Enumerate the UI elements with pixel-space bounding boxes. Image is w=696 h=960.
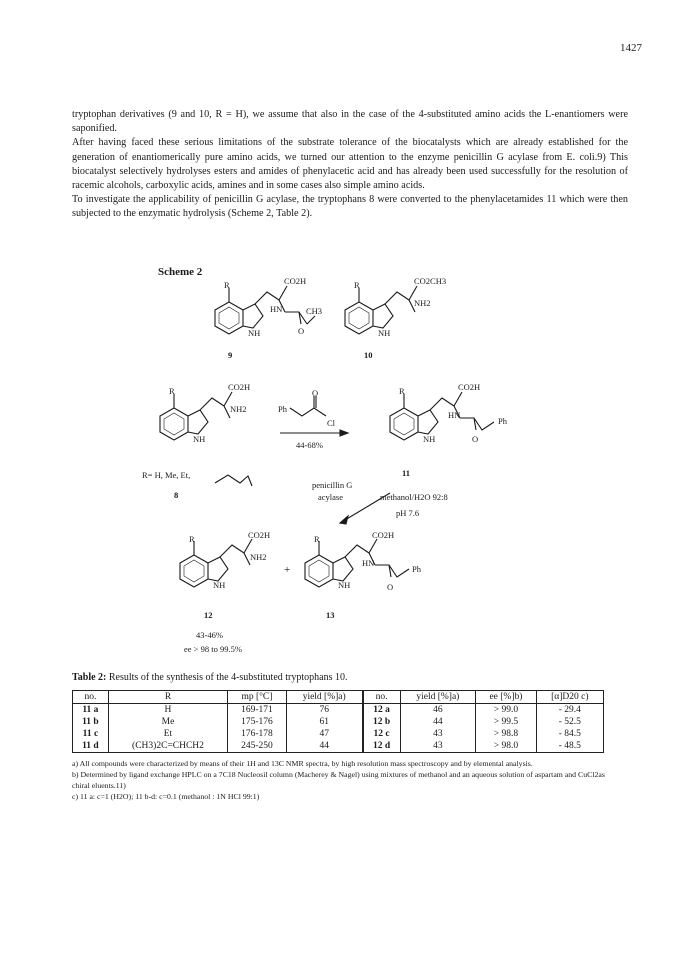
solvent: methanol/H2O 92:8 [380, 492, 448, 502]
label-co2h: CO2H [248, 530, 271, 540]
indole-11 [390, 392, 494, 440]
table-cell: > 99.0 [476, 704, 537, 717]
label-o: O [472, 434, 479, 444]
label-nh2: NH2 [414, 298, 431, 308]
table-cell: 46 [400, 704, 476, 717]
table-cell: 12 d [363, 740, 400, 753]
table-cell: > 98.0 [476, 740, 537, 753]
label-nh: NH [378, 328, 391, 338]
indole-13 [305, 539, 409, 587]
footnotes [72, 758, 622, 802]
table-header: no. [73, 691, 109, 704]
table-row [73, 704, 604, 717]
footnote: c) 11 a: c=1 (H2O); 11 b-d: c=0.1 (methanol : 1N HCl 99:1) [72, 792, 260, 801]
table-header: yield [%]a) [400, 691, 476, 704]
table-row [73, 716, 604, 728]
table-cell: 44 [400, 716, 476, 728]
compound-9: 9 [228, 350, 233, 360]
label-ph: Ph [412, 564, 421, 574]
label-nh: NH [423, 434, 436, 444]
table-cell: 169-171 [228, 704, 287, 717]
label-r: R [354, 280, 360, 290]
label-ph: Ph [498, 416, 507, 426]
table-row [73, 728, 604, 740]
label-hn: HN [270, 304, 283, 314]
indole-10 [345, 286, 417, 334]
label-o: O [387, 582, 394, 592]
table-cell: > 99.5 [476, 716, 537, 728]
compound-10: 10 [364, 350, 373, 360]
table-cell: 245-250 [228, 740, 287, 753]
table-cell: Et [108, 728, 227, 740]
page-number: 1427 [620, 42, 642, 54]
label-r: R [224, 280, 230, 290]
label-hn: HN [362, 558, 375, 568]
table-cell: 61 [286, 716, 362, 728]
label-r: R [314, 534, 320, 544]
table-cell: 12 a [363, 704, 400, 717]
table-header: R [108, 691, 227, 704]
label-nh: NH [213, 580, 226, 590]
table-cell: 176-178 [228, 728, 287, 740]
label-r: R [169, 386, 175, 396]
label-ch3: CH3 [306, 306, 323, 316]
table-cell: 175-176 [228, 716, 287, 728]
label-r: R [189, 534, 195, 544]
table-cell: (CH3)2C=CHCH2 [108, 740, 227, 753]
label-r: R [399, 386, 405, 396]
enzyme-line2: acylase [318, 492, 344, 502]
footnote: b) Determined by ligand exchange HPLC on a 7C18 Nucleosil column (Macherey & Nagel) using mixtures of methanol and an aqueous solution of aspartam and CuCl2as chiral eluents.11) [72, 770, 605, 790]
table-cell: H [108, 704, 227, 717]
prenyl-group [215, 475, 252, 486]
label-co2h: CO2H [228, 382, 251, 392]
label-nh: NH [338, 580, 351, 590]
compound-8: 8 [174, 490, 179, 500]
table-cell: 43 [400, 740, 476, 753]
scheme-title: Scheme 2 [158, 266, 203, 278]
table-cell: 47 [286, 728, 362, 740]
compound-12: 12 [204, 610, 213, 620]
label-hn: HN [448, 410, 461, 420]
label-cl: Cl [327, 418, 336, 428]
table-cell: > 98.8 [476, 728, 537, 740]
label-nh: NH [193, 434, 206, 444]
indole-8 [160, 392, 232, 440]
plus-sign: + [284, 564, 291, 576]
table-cell: 12 c [363, 728, 400, 740]
table-caption [72, 672, 347, 683]
ee-12: ee > 98 to 99.5% [184, 644, 242, 654]
label-nh2: NH2 [230, 404, 247, 414]
label-co2h: CO2H [458, 382, 481, 392]
label-o: O [312, 388, 319, 398]
label-co2h: CO2H [372, 530, 395, 540]
r-groups: R= H, Me, Et, [142, 470, 191, 480]
table-cell: 11 c [73, 728, 109, 740]
body-text [72, 108, 628, 222]
yield-12: 43-46% [196, 630, 223, 640]
table-caption-label: Table 2: [72, 672, 107, 683]
label-ph: Ph [278, 404, 287, 414]
yield-arrow: 44-68% [296, 440, 323, 450]
compound-11: 11 [402, 468, 411, 478]
table-cell: - 84.5 [536, 728, 603, 740]
scheme-2 [100, 258, 620, 658]
label-nh: NH [248, 328, 261, 338]
label-co2ch3: CO2CH3 [414, 276, 447, 286]
table-cell: 11 b [73, 716, 109, 728]
table-header: [α]D20 c) [536, 691, 603, 704]
phenylacetyl-chloride [290, 396, 326, 416]
table-cell: 12 b [363, 716, 400, 728]
table-header: yield [%]a) [286, 691, 362, 704]
label-co2h: CO2H [284, 276, 307, 286]
table-header-row [73, 691, 604, 704]
enzyme-line1: penicillin G [312, 480, 353, 490]
table-caption-text: Results of the synthesis of the 4-substituted tryptophans 10. [108, 672, 348, 683]
compound-13: 13 [326, 610, 335, 620]
paragraph: To investigate the applicability of penicillin G acylase, the tryptophans 8 were converted to the phenylacetamides 11 which were then subjected to the enzymatic hydrolysis (Scheme 2, Table 2). [72, 194, 628, 220]
footnote: a) All compounds were characterized by means of their 1H and 13C NMR spectra, by high resolution mass spectroscopy and by elemental analysis. [72, 759, 533, 768]
table-cell: - 29.4 [536, 704, 603, 717]
ph-value: pH 7.6 [396, 508, 420, 518]
table-cell: - 52.5 [536, 716, 603, 728]
table-cell: 11 d [73, 740, 109, 753]
table-cell: 76 [286, 704, 362, 717]
table-cell: 43 [400, 728, 476, 740]
table-cell: Me [108, 716, 227, 728]
table-header: ee [%]b) [476, 691, 537, 704]
label-o: O [298, 326, 305, 336]
results-table [72, 690, 604, 753]
table-cell: 44 [286, 740, 362, 753]
label-nh2: NH2 [250, 552, 267, 562]
table-header: no. [363, 691, 400, 704]
table-cell: 11 a [73, 704, 109, 717]
paragraph: After having faced these serious limitations of the substrate tolerance of the biocatalysts which are already established for the generation of enantiomerically pure amino acids, we turned our attention to the enzyme penicillin G acylase from E. coli.9) This biocatalyst selectively hydrolyses esters and amides of phenylacetic acid and has already been used successfully for the resolution of racemic alcohols, carboxylic acids, amines and in some cases also simple amino acids. [72, 137, 628, 192]
paragraph: tryptophan derivatives (9 and 10, R = H), we assume that also in the case of the 4-substituted amino acids the L-enantiomers were saponified. [72, 109, 628, 135]
table-row [73, 740, 604, 753]
reaction-scheme-drawing [100, 258, 620, 658]
table-cell: - 48.5 [536, 740, 603, 753]
table-header: mp [°C] [228, 691, 287, 704]
